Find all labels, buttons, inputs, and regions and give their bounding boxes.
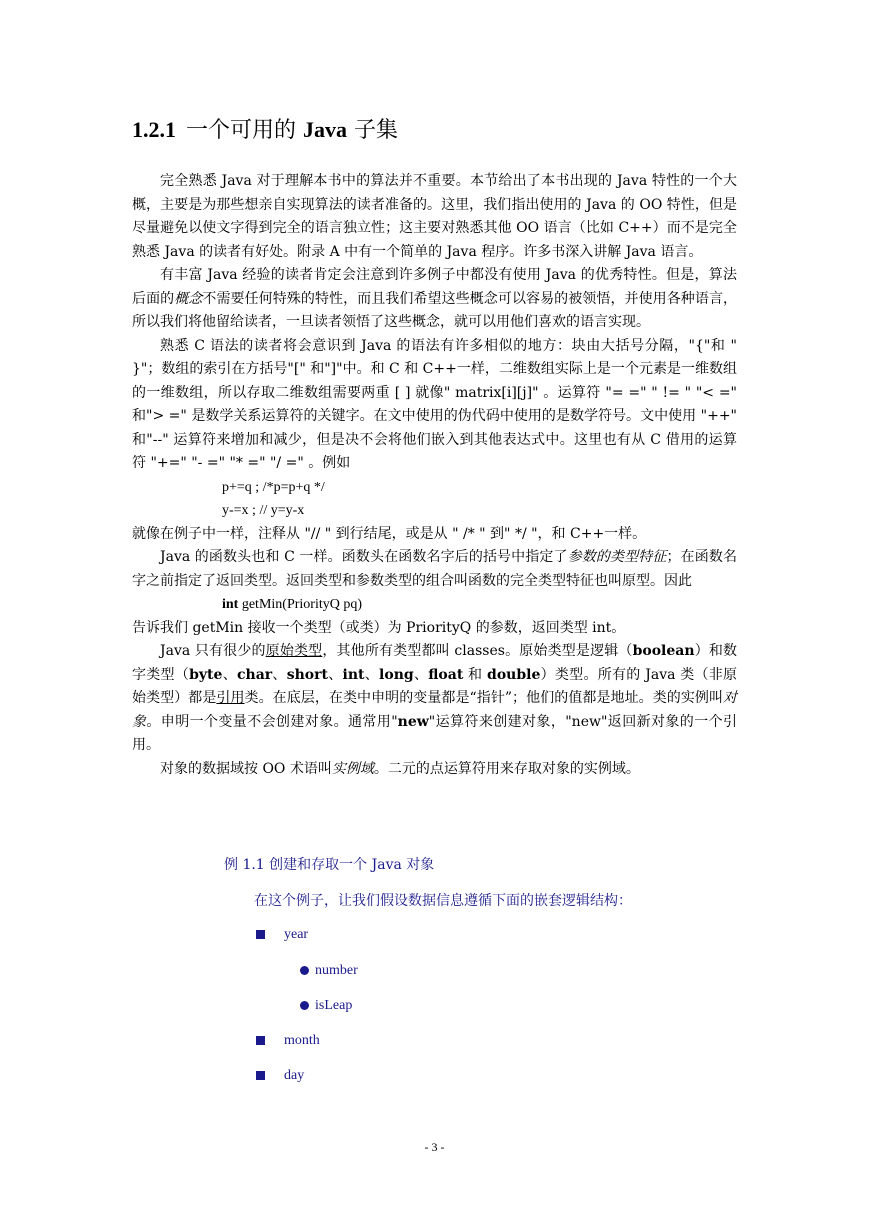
code-keyword-int: int bbox=[222, 597, 239, 612]
p7-text-f: 。申明一个变量不会创建对象。通常用" bbox=[146, 713, 398, 730]
sep: 、 bbox=[272, 666, 287, 683]
sep: 、 bbox=[364, 666, 380, 683]
p2-text-b: 不需要任何特殊的特性，而且我们希望这些概念可以容易的被领悟，并使用各种语言，所以我们将他留给读者，一旦读者领悟了这些概念，就可以用他们喜欢的语言实现。 bbox=[132, 290, 738, 330]
example-intro: 在这个例子，让我们假设数据信息遵循下面的嵌套逻辑结构： bbox=[254, 893, 632, 909]
paragraph-3: 熟悉 C 语法的读者将会意识到 Java 的语法有许多相似的地方：块由大括号分隔，"{"和 " }"；数组的索引在方括号"[" 和"]"中。和 C 和 C++一样，二维数组实际上是一个元素是一维数组的一维数组，所以存取二维数组需要两重 [ ] 就像" matrix[i][j]" 。运算符 "= =" " != " "< =" 和"> =" 是数学关系运算符的关键字。在文中使用的伪代码中使用的是数学符号。文中使用 "++" 和"--" 运算符来增加和减少，但是决不会将他们嵌入到其他表达式中。这里也有从 C 借用的运算符 "+=" "- =" "* =" "/ =" 。例如 bbox=[132, 337, 737, 471]
keyword-boolean: boolean bbox=[632, 643, 695, 659]
keyword-float: float bbox=[428, 666, 464, 683]
keyword-long: long bbox=[379, 666, 414, 683]
example-title: 例 1.1 创建和存取一个 Java 对象 bbox=[224, 857, 435, 873]
p7-text-g: "运算符来创建对象，"new"返回新对象的一个引用。 bbox=[132, 713, 737, 753]
p2-emphasis: 概念 bbox=[174, 290, 203, 307]
code-line-2: y-=x ; // y=y-x bbox=[222, 503, 305, 518]
p5-emphasis: 参数的类型特征 bbox=[567, 549, 667, 565]
keyword-new: new bbox=[397, 713, 429, 730]
paragraph-6: 告诉我们 getMin 接收一个类型（或类）为 PriorityQ 的参数，返回类型 int。 bbox=[132, 619, 626, 636]
round-bullet-icon bbox=[300, 1001, 309, 1010]
p8-text-a: 对象的数据域按 OO 术语叫 bbox=[160, 760, 332, 777]
p8-text-b: 。二元的点运算符用来存取对象的实例域。 bbox=[373, 760, 640, 777]
paragraph-7 bbox=[132, 640, 737, 758]
keyword-int: int bbox=[342, 666, 365, 683]
p2-text-a: 有丰富 Java 经验的读者肯定会注意到许多例子中都没有使用 Java 的优秀特性。但是，算法后面的 bbox=[132, 267, 737, 307]
code-line-3 bbox=[132, 593, 737, 617]
paragraph-1: 完全熟悉 Java 对于理解本书中的算法并不重要。本节给出了本书出现的 Java 特性的一个大概，主要是为那些想亲自实现算法的读者准备的。这里，我们指出使用的 Java 的 OO 特性，但是尽量避免以使文字得到完全的语言独立性；这主要对熟悉其他 OO 语言（比如 C++）而不是完全熟悉 Java 的读者有好处。附录 A 中有一个简单的 Java 程序。许多书深入讲解 Java 语言。 bbox=[132, 173, 737, 260]
paragraph-5 bbox=[132, 546, 737, 593]
keyword-short: short bbox=[286, 666, 328, 683]
paragraph-4: 就像在例子中一样，注释从 "// " 到行结尾，或是从 " /* " 到" */ "，和 C++一样。 bbox=[132, 525, 647, 542]
p8-emphasis: 实例域 bbox=[331, 760, 374, 777]
section-title-post: 子集 bbox=[347, 118, 398, 143]
p7-and: 和 bbox=[463, 666, 488, 683]
p7-text-e: 类。在底层，在类中申明的变量都是“指针”；他们的值都是地址。类的实例叫 bbox=[244, 690, 724, 706]
body-text bbox=[132, 170, 737, 781]
list-item-day: day bbox=[284, 1068, 305, 1083]
section-title-pre: 一个可用的 bbox=[186, 118, 303, 143]
keyword-byte: byte bbox=[189, 666, 223, 683]
sep: 、 bbox=[327, 666, 343, 683]
p5-text-a: Java 的函数头也和 C 一样。函数头在函数名字后的括号中指定了 bbox=[160, 549, 568, 565]
p7-emphasis-object: 对象 bbox=[132, 690, 738, 730]
list-item-year: year bbox=[284, 927, 309, 942]
list-item-number: number bbox=[315, 963, 358, 978]
square-bullet-icon bbox=[256, 1071, 265, 1080]
square-bullet-icon bbox=[256, 1036, 265, 1045]
p5-text-b: ；在函数名字之前指定了返回类型。返回类型和参数类型的组合叫函数的完全类型特征也叫原型。因此 bbox=[132, 549, 738, 589]
section-heading bbox=[132, 115, 398, 146]
p7-underline-reference: 引用 bbox=[216, 690, 245, 706]
p7-text-a: Java 只有很少的 bbox=[160, 643, 266, 659]
list-item-isleap: isLeap bbox=[315, 998, 353, 1013]
code-line-1: p+=q ; /*p=p+q */ bbox=[222, 479, 325, 495]
section-number: 1.2.1 bbox=[132, 117, 176, 142]
paragraph-2 bbox=[132, 264, 737, 335]
sep: 、 bbox=[413, 666, 429, 683]
paragraph-8 bbox=[132, 758, 737, 782]
section-title-java: Java bbox=[303, 117, 347, 142]
round-bullet-icon bbox=[300, 966, 309, 975]
list-item-month: month bbox=[284, 1033, 320, 1048]
p7-underline-primitive: 原始类型 bbox=[265, 643, 323, 659]
square-bullet-icon bbox=[256, 930, 265, 939]
page-number: - 3 - bbox=[424, 1140, 445, 1154]
keyword-char: char bbox=[236, 666, 273, 683]
p7-text-b: ，其他所有类型都叫 classes。原始类型是逻辑（ bbox=[322, 643, 633, 659]
p7-text-c: ）和数字类型（ bbox=[132, 643, 738, 683]
p7-text-d: ）类型。所有的 Java 类（非原始类型）都是 bbox=[132, 666, 738, 706]
keyword-double: double bbox=[487, 666, 541, 683]
code-signature: getMin(PriorityQ pq) bbox=[238, 597, 362, 612]
sep: 、 bbox=[222, 666, 237, 683]
